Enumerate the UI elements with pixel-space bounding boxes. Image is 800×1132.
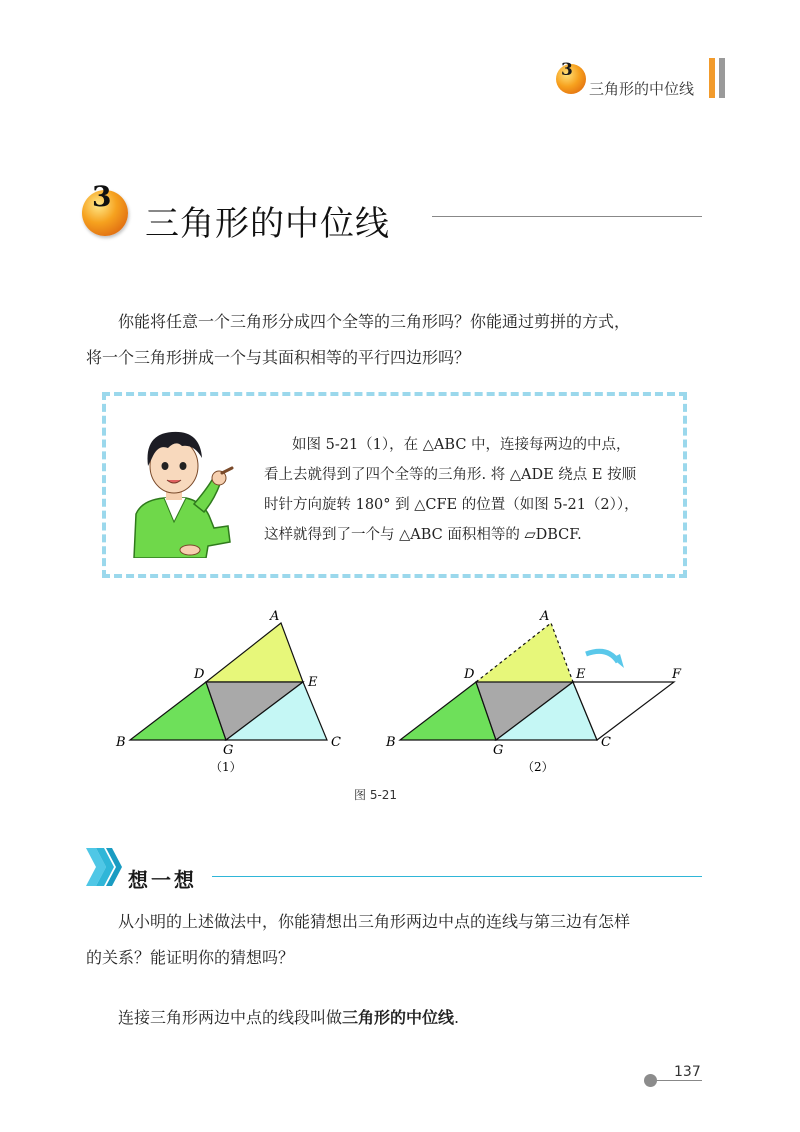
header-number: 3: [561, 60, 573, 80]
think-line-1: 从小明的上述做法中，你能猜想出三角形两边中点的连线与第三边有怎样: [118, 912, 631, 931]
intro-paragraph: [86, 304, 706, 376]
figure-caption: 图 5-21: [354, 788, 398, 802]
think-paragraph: [86, 904, 706, 976]
section-title: 三角形的中位线: [145, 204, 390, 244]
fig2-caption: （2）: [522, 760, 554, 774]
box-line-4: 这样就得到了一个与 △ABC 面积相等的 ▱DBCF.: [264, 527, 582, 543]
box-line-3: 时针方向旋转 180° 到 △CFE 的位置（如图 5-21（2）），: [264, 497, 639, 513]
label-g-2: G: [493, 743, 504, 758]
figure-5-21-1: [110, 608, 350, 788]
label-d-2: D: [464, 667, 475, 682]
think-rule: [212, 876, 702, 877]
intro-line-2: 将一个三角形拼成一个与其面积相等的平行四边形吗？: [86, 348, 471, 367]
label-c: C: [331, 735, 341, 750]
label-a-2: A: [540, 609, 550, 624]
label-a: A: [270, 609, 280, 624]
label-g: G: [223, 743, 234, 758]
label-e: E: [308, 675, 318, 690]
page-number: 137: [674, 1064, 701, 1080]
boy-icon: [134, 432, 232, 558]
box-line-1: 如图 5-21（1），在 △ABC 中，连接每两边的中点，: [292, 437, 631, 453]
fig1-caption: （1）: [210, 760, 242, 774]
label-c-2: C: [601, 735, 611, 750]
section-title-rule: [432, 216, 702, 217]
page-number-rule: [656, 1080, 702, 1081]
label-e-2: E: [576, 667, 586, 682]
header-bar-orange: [709, 58, 715, 98]
think-title: 想一想: [128, 868, 197, 892]
label-d: D: [194, 667, 205, 682]
triangle-ade: [206, 623, 303, 682]
definition-prefix: 连接三角形两边中点的线段叫做: [118, 1008, 343, 1027]
label-b-2: B: [386, 735, 396, 750]
figure-5-21-2: [380, 608, 700, 788]
page-number-dot: [644, 1074, 657, 1087]
header-bar-gray: [719, 58, 725, 98]
definition-suffix: .: [454, 1008, 460, 1027]
definition-paragraph: [86, 1000, 706, 1036]
section-number: 3: [92, 180, 112, 213]
box-text: [264, 430, 684, 550]
think-chevrons-icon: [84, 846, 126, 888]
label-b: B: [116, 735, 126, 750]
student-illustration: [124, 418, 234, 558]
definition-term: 三角形的中位线: [342, 1008, 455, 1027]
label-f-2: F: [672, 667, 682, 682]
rotate-arrow-icon: [586, 651, 618, 662]
think-line-2: 的关系？能证明你的猜想吗？: [86, 948, 295, 967]
intro-line-1: 你能将任意一个三角形分成四个全等的三角形吗？你能通过剪拼的方式，: [118, 312, 631, 331]
box-line-2: 看上去就得到了四个全等的三角形. 将 △ADE 绕点 E 按顺: [264, 467, 637, 483]
triangle-ade-ghost: [476, 623, 573, 682]
header-title: 三角形的中位线: [589, 80, 695, 98]
